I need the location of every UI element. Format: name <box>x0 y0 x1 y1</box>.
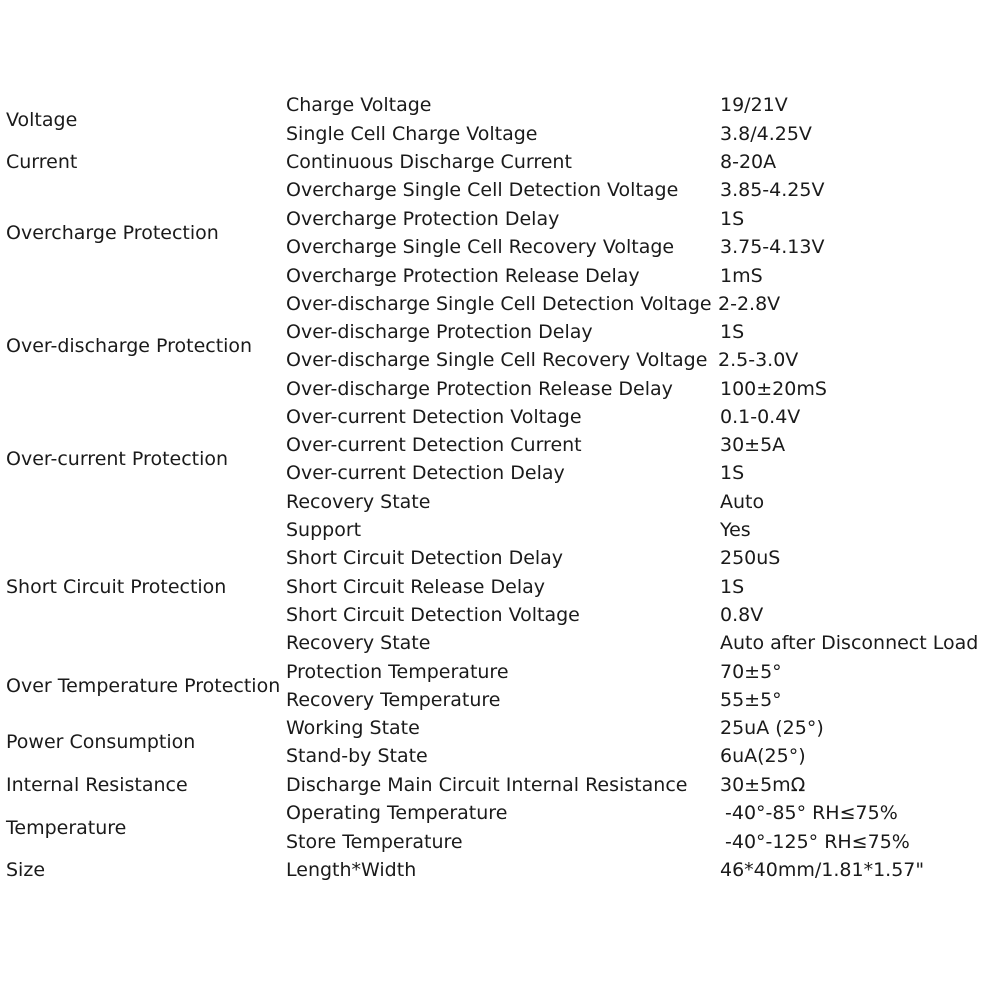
param-name: Over-discharge Single Cell Detection Voltage <box>286 293 712 315</box>
group-label-size: Size <box>6 859 46 881</box>
param-value: -40°-125° RH≤75% <box>725 831 910 853</box>
group-label-overcharge-protection: Overcharge Protection <box>6 222 219 244</box>
group-label-current: Current <box>6 151 78 173</box>
param-value: 1S <box>720 321 745 343</box>
param-value: 55±5° <box>720 689 782 711</box>
group-label-short-circuit-protection: Short Circuit Protection <box>6 576 227 598</box>
param-name: Continuous Discharge Current <box>286 151 572 173</box>
group-label-over-temperature-protection: Over Temperature Protection <box>6 675 281 697</box>
param-name: Over-current Detection Voltage <box>286 406 582 428</box>
param-name: Overcharge Single Cell Detection Voltage <box>286 179 679 201</box>
param-value: 0.8V <box>720 604 764 626</box>
param-name: Short Circuit Detection Delay <box>286 547 564 569</box>
param-name: Overcharge Single Cell Recovery Voltage <box>286 236 675 258</box>
param-value: 1mS <box>720 265 763 287</box>
param-value: 19/21V <box>720 94 788 116</box>
param-name: Charge Voltage <box>286 94 432 116</box>
param-value: 70±5° <box>720 661 782 683</box>
param-value: 100±20mS <box>720 378 827 400</box>
param-name: Support <box>286 519 362 541</box>
param-value: 6uA(25°) <box>720 745 806 767</box>
param-value: 3.8/4.25V <box>720 123 812 145</box>
param-name: Protection Temperature <box>286 661 509 683</box>
param-value: 1S <box>720 208 745 230</box>
param-name: Single Cell Charge Voltage <box>286 123 538 145</box>
param-value: 2-2.8V <box>718 293 781 315</box>
param-name: Operating Temperature <box>286 802 508 824</box>
param-value: 2.5-3.0V <box>718 349 799 371</box>
param-name: Overcharge Protection Release Delay <box>286 265 640 287</box>
param-name: Over-discharge Protection Release Delay <box>286 378 673 400</box>
param-value: Yes <box>720 519 751 541</box>
param-name: Discharge Main Circuit Internal Resistance <box>286 774 688 796</box>
param-name: Short Circuit Release Delay <box>286 576 545 598</box>
param-value: 1S <box>720 462 745 484</box>
param-name: Stand-by State <box>286 745 428 767</box>
param-name: Working State <box>286 717 420 739</box>
param-value: 250uS <box>720 547 781 569</box>
group-label-temperature: Temperature <box>6 817 127 839</box>
param-value: 25uA (25°) <box>720 717 824 739</box>
param-value: 46*40mm/1.81*1.57" <box>720 859 925 881</box>
param-name: Over-current Detection Delay <box>286 462 565 484</box>
param-value: 3.75-4.13V <box>720 236 825 258</box>
param-value: 1S <box>720 576 745 598</box>
param-name: Recovery State <box>286 632 431 654</box>
group-label-power-consumption: Power Consumption <box>6 731 196 753</box>
param-name: Overcharge Protection Delay <box>286 208 560 230</box>
group-label-over-discharge-protection: Over-discharge Protection <box>6 335 253 357</box>
param-value: -40°-85° RH≤75% <box>725 802 898 824</box>
param-name: Over-discharge Protection Delay <box>286 321 593 343</box>
param-value: 30±5mΩ <box>720 774 806 796</box>
param-name: Over-current Detection Current <box>286 434 582 456</box>
param-value: Auto <box>720 491 765 513</box>
param-value: 8-20A <box>720 151 777 173</box>
param-name: Recovery Temperature <box>286 689 501 711</box>
group-label-voltage: Voltage <box>6 109 78 131</box>
group-label-internal-resistance: Internal Resistance <box>6 774 188 796</box>
group-label-over-current-protection: Over-current Protection <box>6 448 229 470</box>
param-name: Recovery State <box>286 491 431 513</box>
param-name: Short Circuit Detection Voltage <box>286 604 580 626</box>
param-value: Auto after Disconnect Load <box>720 632 979 654</box>
param-name: Over-discharge Single Cell Recovery Voltage <box>286 349 708 371</box>
param-value: 30±5A <box>720 434 786 456</box>
param-value: 0.1-0.4V <box>720 406 801 428</box>
param-name: Store Temperature <box>286 831 463 853</box>
param-name: Length*Width <box>286 859 417 881</box>
param-value: 3.85-4.25V <box>720 179 825 201</box>
